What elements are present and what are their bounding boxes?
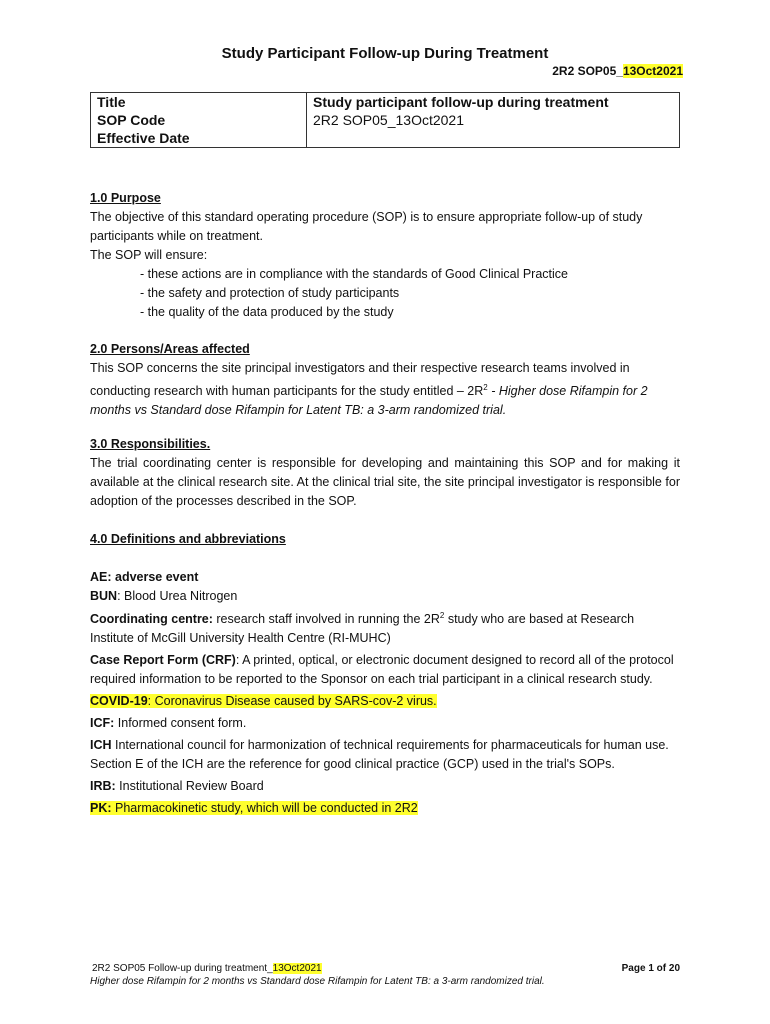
purpose-heading: 1.0 Purpose	[90, 191, 161, 205]
purpose-item: - the safety and protection of study participants	[140, 286, 400, 300]
footer-doc-code: 2R2 SOP05 Follow-up during treatment_13Oct2021	[92, 963, 322, 974]
purpose-section	[90, 189, 680, 322]
responsibilities-section	[90, 435, 680, 511]
footer-subtitle: Higher dose Rifampin for 2 months vs Standard dose Rifampin for Latent TB: a 3-arm randomized trial.	[90, 976, 545, 987]
def-ich: ICH International council for harmonization of technical requirements for pharmaceuticals for human use. Section E of the ICH are the reference for good clinical practice (GCP) used in the trial's SOPs.	[90, 738, 669, 772]
footer-page-number: Page 1 of 20	[621, 963, 680, 974]
responsibilities-heading: 3.0 Responsibilities.	[90, 437, 211, 451]
page-footer	[90, 963, 680, 987]
date-label: Effective Date	[97, 130, 190, 146]
def-crf: Case Report Form (CRF): A printed, optical, or electronic document designed to record all of the protocol required information to be reported to the Sponsor on each trial participant in a clinical research study.	[90, 653, 674, 687]
def-ae: AE: adverse event	[90, 570, 199, 584]
def-coordinating-centre: Coordinating centre: research staff involved in running the $2R^2$ study who are based at Research Institute of McGill University Health Centre (RI-MUHC)	[90, 611, 635, 646]
code-prefix: 2R2 SOP05_	[552, 64, 623, 78]
code-label: SOP Code	[97, 112, 166, 128]
def-irb: IRB: Institutional Review Board	[90, 779, 264, 794]
persons-text: This SOP concerns the site principal investigators and their respective research teams involved in conducting research with human participants for the study entitled – $2R^2$ - Higher dose Rifampin for 2 months vs Standard dose Rifampin for Latent TB: a 3-arm randomized trial.	[90, 361, 648, 418]
code-value: 2R2 SOP05_13Oct2021	[313, 112, 464, 128]
purpose-text: The objective of this standard operating procedure (SOP) is to ensure appropriate follow-up of study participants while on treatment.	[90, 210, 643, 243]
meta-values	[307, 93, 680, 148]
persons-heading: 2.0 Persons/Areas affected	[90, 342, 250, 356]
responsibilities-text: The trial coordinating center is responsible for developing and maintaining this SOP and for making it available at the clinical research site. At the clinical trial site, the site principal investigator is responsible for adoption of the processes described in the SOP.	[90, 456, 680, 508]
title-label: Title SOP Code Effective Date	[91, 93, 307, 148]
definitions-heading: 4.0 Definitions and abbreviations	[90, 532, 286, 546]
sop-meta-table	[90, 92, 680, 148]
def-icf: ICF: Informed consent form.	[90, 716, 247, 731]
meta-row-title	[91, 93, 680, 148]
footer-row	[90, 963, 680, 974]
title-value: Study participant follow-up during treatment	[313, 94, 609, 110]
definitions-section	[90, 530, 680, 818]
purpose-ensure-intro: The SOP will ensure:	[90, 248, 208, 262]
document-title: Study Participant Follow-up During Treatment	[221, 45, 549, 62]
def-bun: BUN: Blood Urea Nitrogen	[90, 589, 238, 603]
purpose-item: - these actions are in compliance with the standards of Good Clinical Practice	[140, 267, 568, 281]
def-pk: PK: Pharmacokinetic study, which will be conducted in 2R2	[90, 801, 418, 816]
document-code	[552, 64, 683, 78]
persons-section	[90, 340, 680, 420]
purpose-item: - the quality of the data produced by the study	[140, 305, 394, 319]
date-value	[313, 130, 317, 146]
code-date: 13Oct2021	[622, 64, 683, 78]
def-covid: COVID-19: Coronavirus Disease caused by SARS-cov-2 virus.	[90, 694, 437, 709]
